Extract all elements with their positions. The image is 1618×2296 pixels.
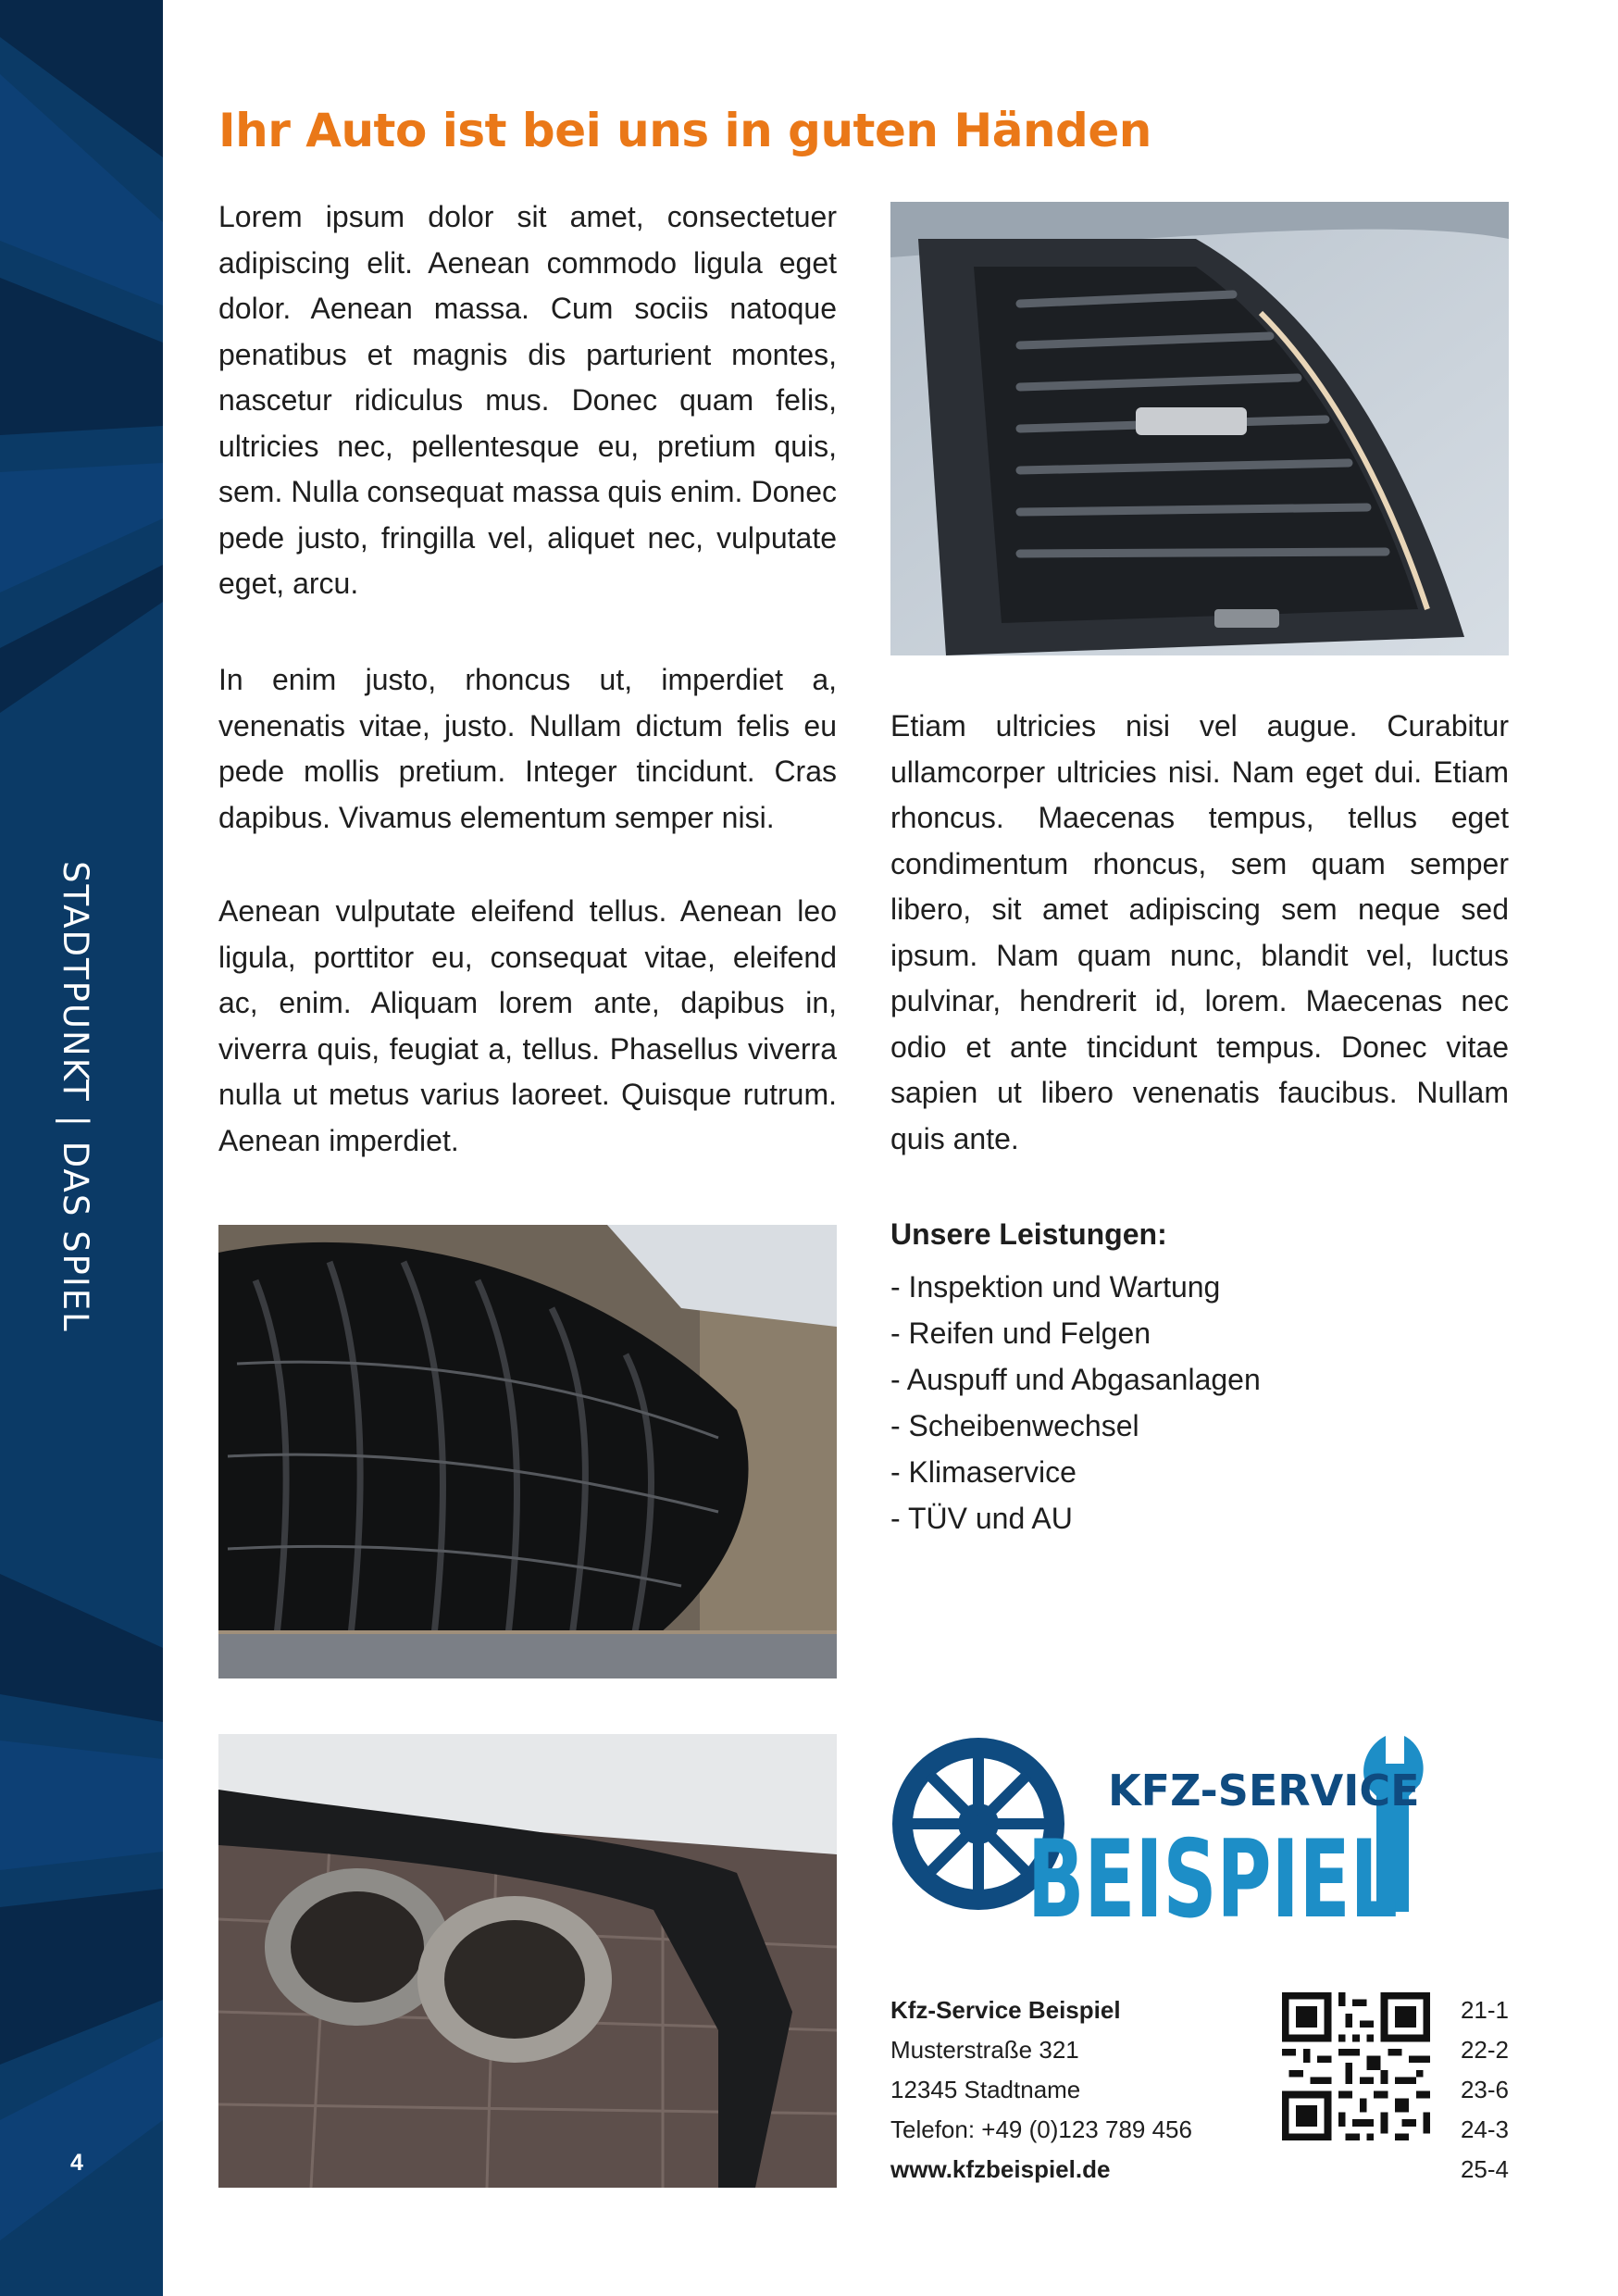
tire-photo bbox=[218, 1225, 837, 1678]
code-item: 21-1 bbox=[1460, 1996, 1509, 2024]
contact-phone: Telefon: +49 (0)123 789 456 bbox=[890, 2115, 1192, 2143]
qr-code bbox=[1282, 1992, 1430, 2140]
services-list bbox=[890, 1264, 1261, 1541]
exhaust-photo bbox=[218, 1734, 837, 2188]
contact-block bbox=[890, 1990, 1192, 2190]
logo-line2: BEISPIEL bbox=[1027, 1817, 1398, 1942]
list-item: - TÜV und AU bbox=[890, 1502, 1073, 1535]
list-item: - Auspuff und Abgasanlagen bbox=[890, 1363, 1261, 1396]
services-title: Unsere Leistungen: bbox=[890, 1217, 1167, 1251]
code-item: 22-2 bbox=[1460, 2036, 1509, 2064]
contact-website[interactable]: www.kfzbeispiel.de bbox=[890, 2155, 1111, 2183]
page-number: 4 bbox=[70, 2150, 83, 2176]
code-item: 24-3 bbox=[1460, 2115, 1509, 2143]
list-item: - Klimaservice bbox=[890, 1455, 1077, 1489]
paragraph-2: In enim justo, rhoncus ut, imperdiet a, venenatis vitae, justo. Nullam dictum felis eu pede mollis pretium. Integer tincidunt. Cras dapibus. Vivamus elementum semper nisi. bbox=[218, 663, 837, 834]
company-logo bbox=[890, 1727, 1464, 1940]
paragraph-3: Aenean vulputate eleifend tellus. Aenean leo ligula, porttitor eu, consequat vitae, eleifend ac, enim. Aliquam lorem ante, dapibus in, viverra quis, feugiat a, tellus. Phasellus viverra nulla ut metus varius laoreet. Quisque rutrum. Aenean imperdiet. bbox=[218, 894, 837, 1157]
sidebar-title: STADTPUNKT | DAS SPIEL bbox=[56, 861, 95, 1333]
sidebar bbox=[0, 0, 163, 2296]
paragraph-1: Lorem ipsum dolor sit amet, consectetuer adipiscing elit. Aenean commodo ligula eget dolor. Aenean massa. Cum sociis natoque penatibus et magnis dis parturient montes, nascetur ridiculus mus. Donec quam felis, ultricies nec, pellentesque eu, pretium quis, sem. Nulla consequat massa quis enim. Donec pede justo, fringilla vel, aliquet nec, vulputate eget, arcu. bbox=[218, 200, 837, 600]
list-item: - Scheibenwechsel bbox=[890, 1409, 1139, 1442]
paragraph-4: Etiam ultricies nisi vel augue. Curabitur ullamcorper ultricies nisi. Nam eget dui. Etiam rhoncus. Maecenas tempus, tellus eget condimentum rhoncus, sem quam semper libero, sit amet adipiscing sem neque sed ipsum. Nam quam nunc, blandit vel, luctus pulvinar, hendrerit id, lorem. Maecenas nec odio et ante tincidunt tempus. Donec vitae sapien ut libero venenatis faucibus. Nullam quis ante. bbox=[890, 709, 1509, 1155]
code-list bbox=[1444, 1990, 1509, 2190]
list-item: - Inspektion und Wartung bbox=[890, 1270, 1221, 1304]
code-item: 23-6 bbox=[1460, 2076, 1509, 2103]
contact-street: Musterstraße 321 bbox=[890, 2036, 1079, 2064]
code-item: 25-4 bbox=[1460, 2155, 1509, 2183]
contact-name: Kfz-Service Beispiel bbox=[890, 1996, 1121, 2024]
list-item: - Reifen und Felgen bbox=[890, 1316, 1151, 1350]
page-headline: Ihr Auto ist bei uns in guten Händen bbox=[218, 104, 1151, 157]
logo-line1: KFZ-SERVICE bbox=[1108, 1766, 1420, 1816]
air-vent-photo bbox=[890, 202, 1509, 655]
contact-city: 12345 Stadtname bbox=[890, 2076, 1081, 2103]
